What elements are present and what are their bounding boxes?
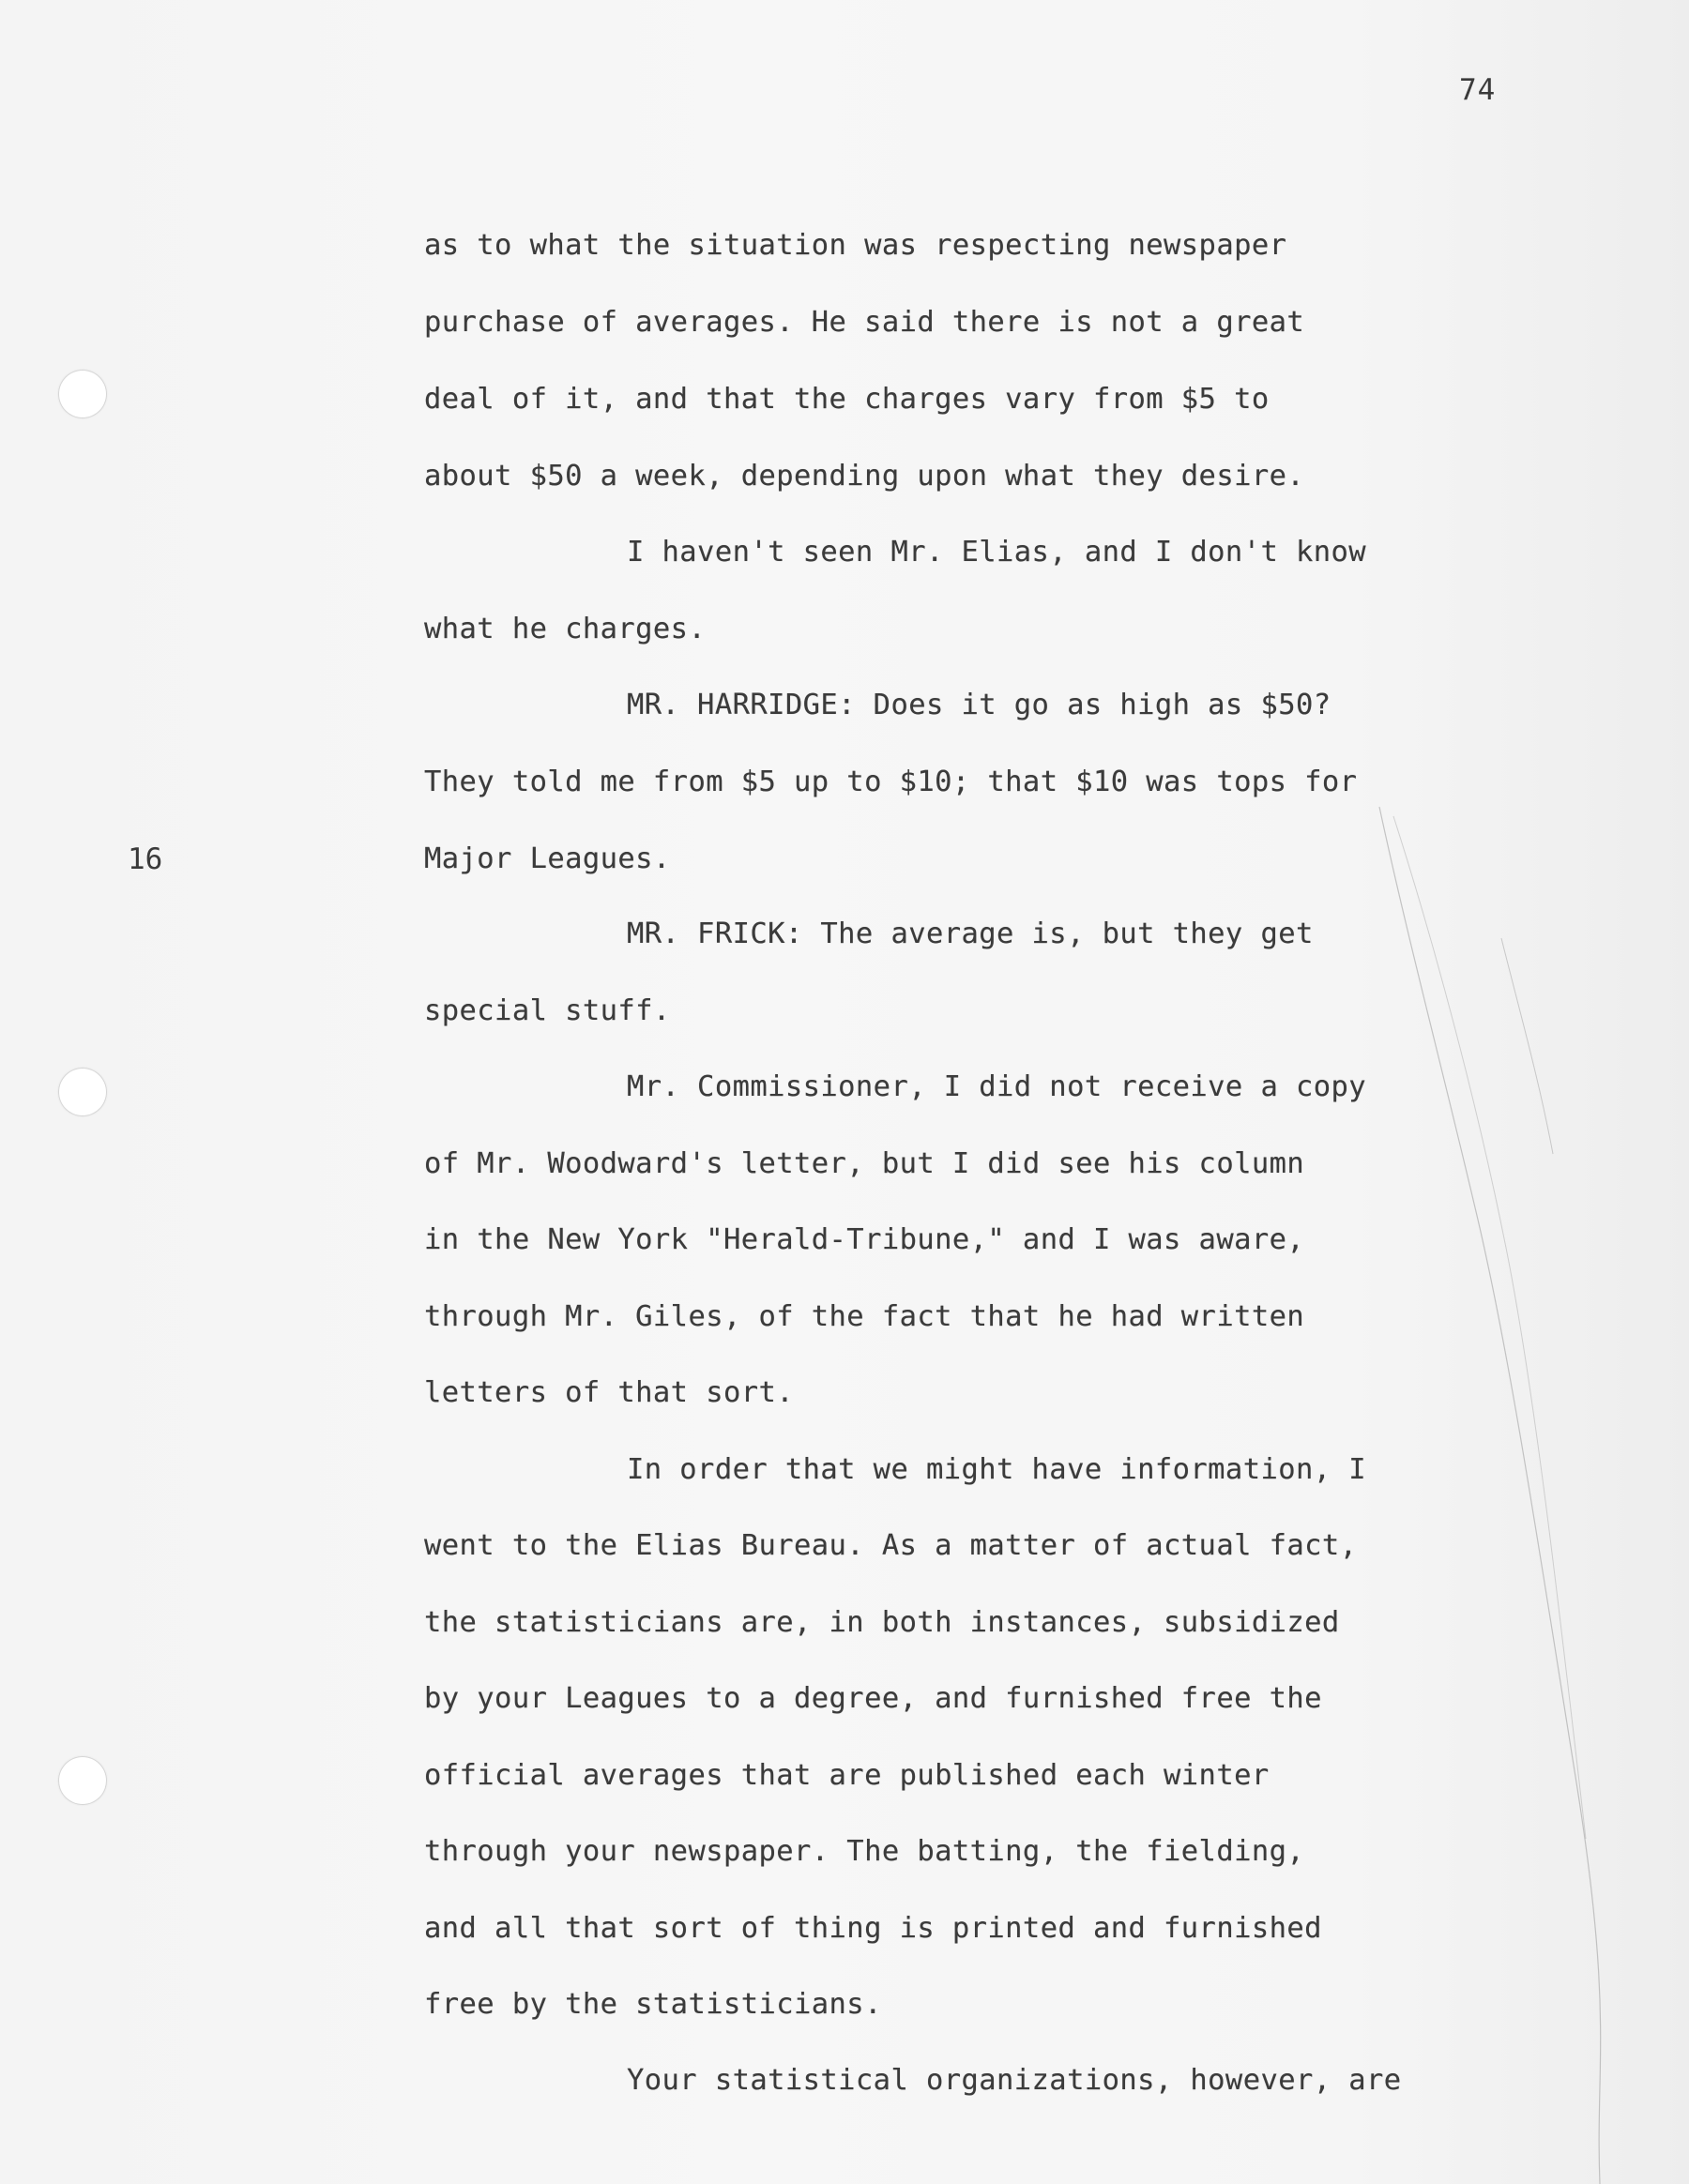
binder-hole-top bbox=[58, 370, 107, 418]
text-line: through your newspaper. The batting, the fielding, bbox=[424, 1835, 1305, 1868]
text-line: through Mr. Giles, of the fact that he had written bbox=[424, 1300, 1305, 1333]
text-line: Your statistical organizations, however, are bbox=[627, 2064, 1402, 2097]
binder-hole-bottom bbox=[58, 1756, 107, 1805]
text-line: by your Leagues to a degree, and furnished free the bbox=[424, 1682, 1322, 1715]
page-number: 74 bbox=[1459, 73, 1497, 107]
text-line: Major Leagues. bbox=[424, 842, 671, 875]
text-line: of Mr. Woodward's letter, but I did see his column bbox=[424, 1147, 1305, 1180]
margin-line-number: 16 bbox=[128, 842, 163, 876]
text-line: MR. HARRIDGE: Does it go as high as $50? bbox=[627, 689, 1331, 721]
text-line: letters of that sort. bbox=[424, 1376, 795, 1409]
text-line: MR. FRICK: The average is, but they get bbox=[627, 918, 1314, 950]
text-line: I haven't seen Mr. Elias, and I don't know bbox=[627, 536, 1367, 569]
text-line: They told me from $5 up to $10; that $10 was tops for bbox=[424, 766, 1358, 798]
text-line: went to the Elias Bureau. As a matter of actual fact, bbox=[424, 1529, 1358, 1562]
text-line: Mr. Commissioner, I did not receive a copy bbox=[627, 1070, 1367, 1103]
text-line: free by the statisticians. bbox=[424, 1988, 882, 2021]
text-line: what he charges. bbox=[424, 613, 707, 645]
text-line: In order that we might have information, I bbox=[627, 1453, 1367, 1486]
text-line: official averages that are published each winter bbox=[424, 1759, 1270, 1792]
text-line: the statisticians are, in both instances, subsidized bbox=[424, 1606, 1340, 1639]
text-line: as to what the situation was respecting newspaper bbox=[424, 229, 1287, 262]
text-line: in the New York "Herald-Tribune," and I was aware, bbox=[424, 1223, 1305, 1256]
text-line: special stuff. bbox=[424, 994, 671, 1027]
text-line: deal of it, and that the charges vary from $5 to bbox=[424, 383, 1270, 416]
text-line: and all that sort of thing is printed and furnished bbox=[424, 1912, 1322, 1945]
text-line: purchase of averages. He said there is not a great bbox=[424, 306, 1305, 339]
binder-hole-middle bbox=[58, 1068, 107, 1116]
text-line: about $50 a week, depending upon what they desire. bbox=[424, 460, 1305, 493]
